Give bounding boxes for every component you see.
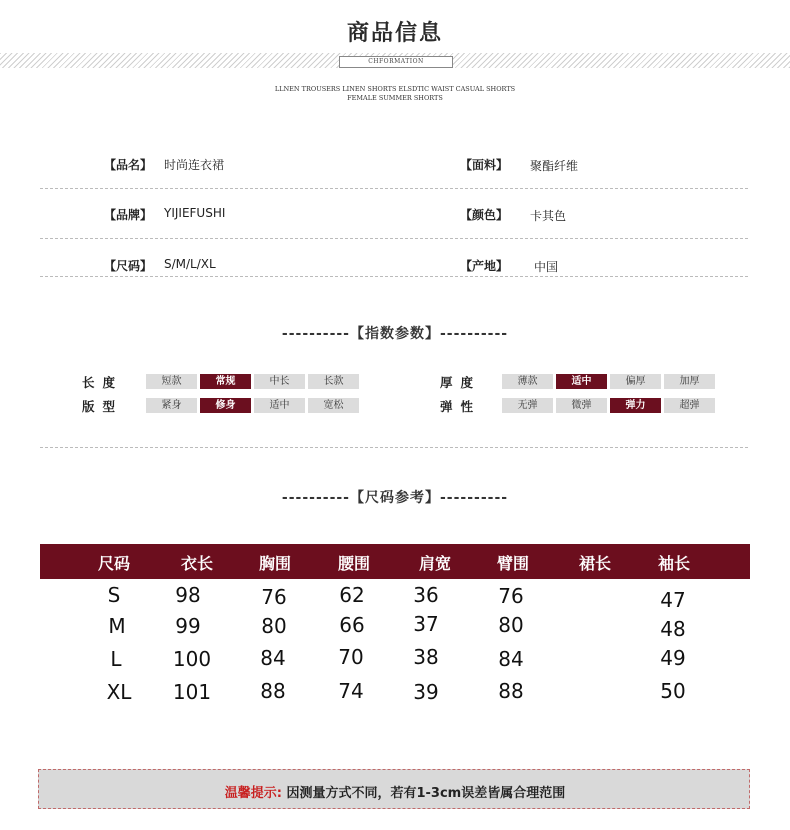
fabric-label: 【面料】 xyxy=(460,158,509,172)
brand-value: YIJIEFUSHI xyxy=(164,206,226,220)
column-header: 衣长 xyxy=(180,554,213,573)
size-label: 【尺码】 xyxy=(104,259,153,273)
thickness-option-chip: 适中 xyxy=(556,374,607,389)
elasticity-option-chip: 弹力 xyxy=(610,398,661,413)
table-cell: 76 xyxy=(261,585,287,609)
table-cell: 99 xyxy=(175,614,201,638)
thickness-option-chip: 薄款 xyxy=(502,374,553,389)
fabric-value: 聚酯纤维 xyxy=(530,159,579,173)
subtitle xyxy=(0,85,790,103)
table-cell: 84 xyxy=(498,647,524,671)
fit-option-chip: 紧身 xyxy=(146,398,197,413)
fit-option-chip: 修身 xyxy=(200,398,251,413)
table-cell: 70 xyxy=(338,645,364,669)
table-cell: L xyxy=(110,647,122,671)
elasticity-option-chip: 无弹 xyxy=(502,398,553,413)
table-cell: 76 xyxy=(498,584,524,608)
table-cell: 36 xyxy=(413,583,439,607)
table-cell: 49 xyxy=(660,646,686,670)
table-cell: 98 xyxy=(175,583,201,607)
color-label: 【颜色】 xyxy=(460,208,509,222)
table-cell: 80 xyxy=(498,613,524,637)
index-section-heading: ----------【指数参数】---------- xyxy=(281,326,509,342)
fit-option-chip: 适中 xyxy=(254,398,305,413)
length-option-chip: 中长 xyxy=(254,374,305,389)
table-cell: 80 xyxy=(261,614,287,638)
divider xyxy=(40,276,748,277)
table-cell: S xyxy=(107,583,121,607)
length-label: 长度 xyxy=(82,375,124,390)
table-cell: 84 xyxy=(260,646,286,670)
thickness-option-chip: 加厚 xyxy=(664,374,715,389)
divider xyxy=(40,188,748,189)
table-cell: 38 xyxy=(413,645,439,669)
table-cell: 88 xyxy=(260,679,286,703)
banner-label: CHFORMATION xyxy=(339,56,453,68)
elasticity-option-chip: 超弹 xyxy=(664,398,715,413)
divider xyxy=(40,238,748,239)
column-header: 臂围 xyxy=(496,554,529,573)
table-cell: 88 xyxy=(498,679,524,703)
table-cell: 62 xyxy=(339,583,365,607)
origin-label: 【产地】 xyxy=(460,259,509,273)
product-name-label: 【品名】 xyxy=(104,158,153,172)
table-cell: M xyxy=(108,614,126,638)
elasticity-label: 弹性 xyxy=(440,399,482,414)
table-cell: 47 xyxy=(660,588,686,612)
table-cell: 74 xyxy=(338,679,364,703)
table-cell: 39 xyxy=(413,680,439,704)
note-text xyxy=(0,782,790,801)
note-warn-label: 温馨提示: xyxy=(224,786,282,801)
origin-value: 中国 xyxy=(534,260,559,274)
column-header: 肩宽 xyxy=(418,554,451,573)
size-section-heading: ----------【尺码参考】---------- xyxy=(281,490,509,506)
column-header: 胸围 xyxy=(258,554,291,573)
column-header: 腰围 xyxy=(337,554,370,573)
brand-label: 【品牌】 xyxy=(104,208,153,222)
thickness-option-chip: 偏厚 xyxy=(610,374,661,389)
fit-option-chip: 宽松 xyxy=(308,398,359,413)
fit-label: 版型 xyxy=(82,399,124,414)
product-name-value: 时尚连衣裙 xyxy=(164,158,225,172)
table-cell: 50 xyxy=(660,679,686,703)
thickness-label: 厚度 xyxy=(440,375,482,390)
column-header: 裙长 xyxy=(578,554,611,573)
table-cell: 66 xyxy=(339,613,365,637)
table-cell: 37 xyxy=(413,612,439,636)
length-option-chip: 短款 xyxy=(146,374,197,389)
elasticity-option-chip: 微弹 xyxy=(556,398,607,413)
page-title: 商品信息 xyxy=(346,20,443,46)
length-option-chip: 常规 xyxy=(200,374,251,389)
divider xyxy=(40,447,748,448)
table-cell: 100 xyxy=(172,647,212,671)
table-cell: 101 xyxy=(172,680,212,704)
table-cell: XL xyxy=(106,680,132,704)
size-value: S/M/L/XL xyxy=(164,257,216,271)
length-option-chip: 长款 xyxy=(308,374,359,389)
column-header: 尺码 xyxy=(97,554,130,573)
column-header: 袖长 xyxy=(657,554,690,573)
table-cell: 48 xyxy=(660,617,686,641)
color-value: 卡其色 xyxy=(530,209,567,223)
note-body: 因测量方式不同，若有1-3cm误差皆属合理范围 xyxy=(286,786,566,801)
subtitle-line-1: LLNEN TROUSERS LINEN SHORTS ELSDTIC WAIST CASUAL SHORTS xyxy=(274,85,516,93)
subtitle-line-2: FEMALE SUMMER SHORTS xyxy=(347,94,443,102)
